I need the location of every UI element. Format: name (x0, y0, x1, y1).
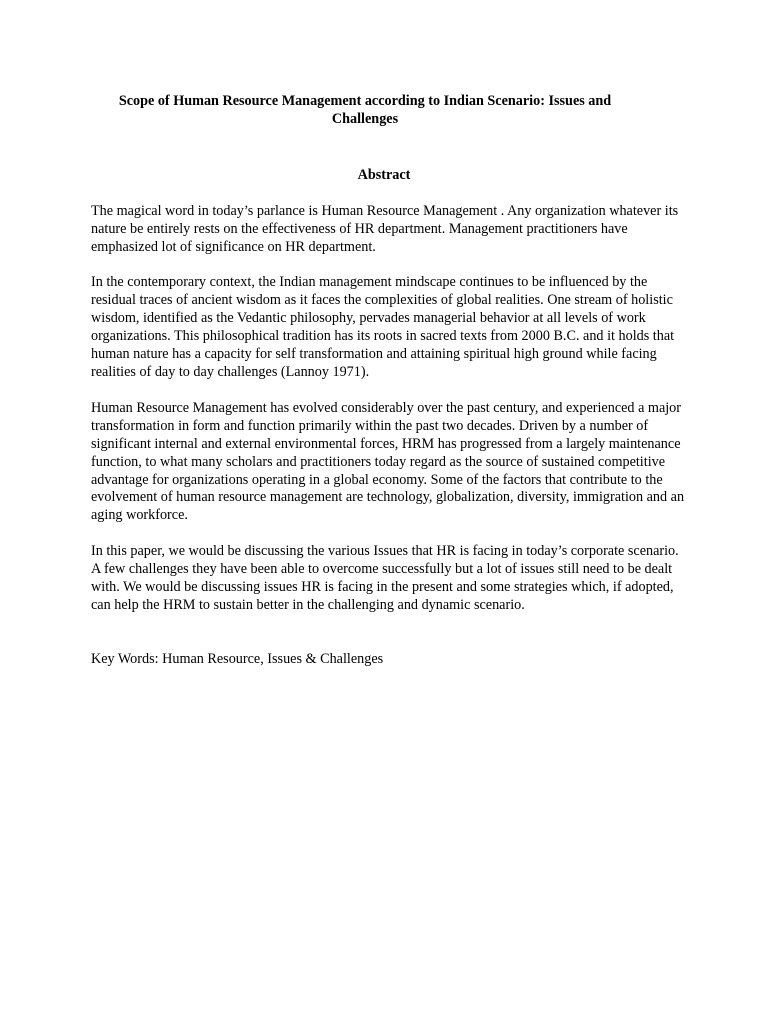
abstract-paragraph-4: In this paper, we would be discussing the various Issues that HR is facing in today’s corporate scenario. A few challenges they have been able to overcome successfully but a lot of issues still need to be dealt with. We would be discussing issues HR is facing in the present and some strategies which, if adopted, can help the HRM to sustain better in the challenging and dynamic scenario. (91, 543, 679, 613)
paper-title: Scope of Human Resource Management according to Indian Scenario: Issues and Challenges (118, 93, 612, 127)
keywords: Key Words: Human Resource, Issues & Challenges (91, 650, 384, 667)
abstract-paragraph-3: Human Resource Management has evolved considerably over the past century, and experienced a major transformation in form and function primarily within the past two decades. Driven by a number of significant internal and external environmental forces, HRM has progressed from a largely maintenance function, to what many scholars and practitioners today regard as the source of sustained competitive advantage for organizations operating in a global economy. Some of the factors that contribute to the evolvement of human resource management are technology, globalization, diversity, immigration and an aging workforce. (91, 399, 685, 524)
abstract-paragraph-2: In the contemporary context, the Indian management mindscape continues to be influenced by the residual traces of ancient wisdom as it faces the complexities of global realities. One stream of holistic wisdom, identified as the Vedantic philosophy, pervades managerial behavior at all levels of work organizations. This philosophical tradition has its roots in sacred texts from 2000 B.C. and it holds that human nature has a capacity for self transformation and attaining spiritual high ground while facing realities of day to day challenges (Lannoy 1971). (91, 274, 675, 380)
document-body (91, 93, 688, 669)
abstract-paragraph-1: The magical word in today’s parlance is Human Resource Management . Any organization whatever its nature be entirely rests on the effectiveness of HR department. Management practitioners have emphasized lot of significance on HR department. (91, 202, 679, 255)
abstract-heading: Abstract (357, 166, 411, 183)
